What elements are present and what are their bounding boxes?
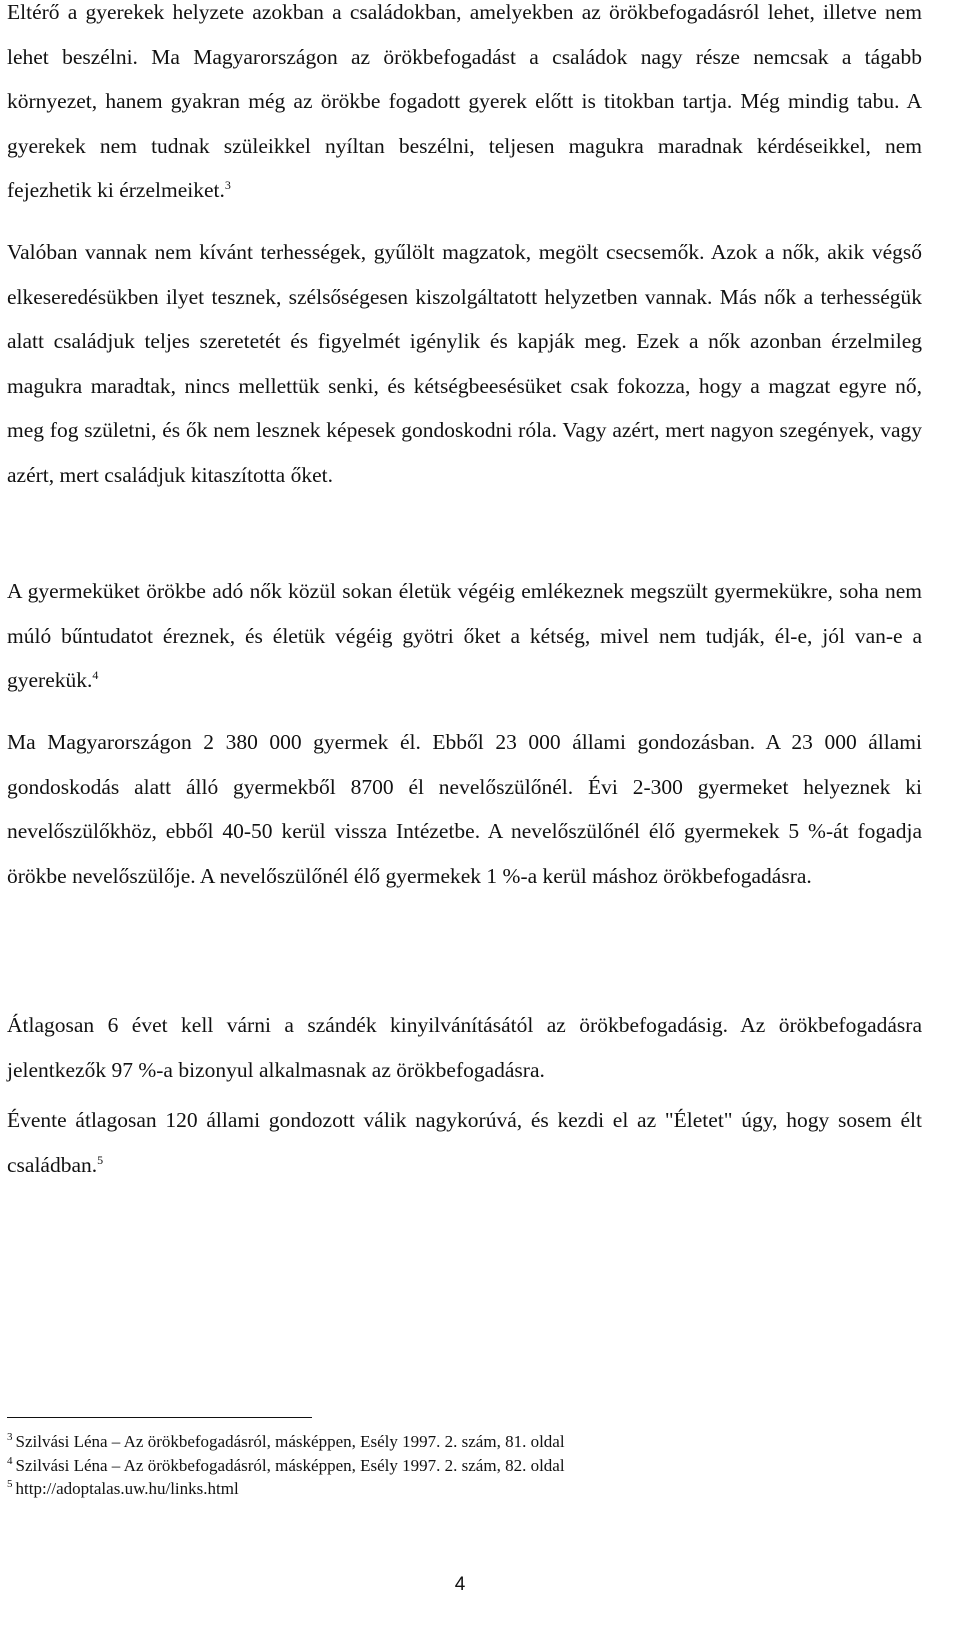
footnote-text: Szilvási Léna – Az örökbefogadásról, másképpen, Esély 1997. 2. szám, 81. oldal (15, 1432, 565, 1451)
paragraph-3 (7, 569, 922, 703)
paragraph-4-text: Ma Magyarországon 2 380 000 gyermek él. Ebből 23 000 állami gondozásban. A 23 000 állami gondoskodás alatt álló gyermekből 8700 él nevelőszülőnél. Évi 2-300 gyermeket helyeznek ki nevelőszülőkhöz, ebből 40-50 kerül vissza Intézetbe. A nevelőszülőnél élő gyermekek 5 %-át fogadja örökbe nevelőszülője. A nevelőszülőnél élő gyermekek 1 %-a kerül máshoz örökbefogadásra. (7, 730, 922, 888)
footnote-4 (7, 1454, 922, 1478)
paragraph-5 (7, 1003, 922, 1092)
paragraph-4 (7, 720, 922, 898)
footnote-divider (7, 1417, 312, 1418)
footnote-link[interactable]: http://adoptalas.uw.hu/links.html (15, 1479, 239, 1498)
footnote-ref-3[interactable]: 3 (224, 177, 231, 192)
footnote-number: 4 (7, 1454, 13, 1467)
paragraph-1 (7, 0, 922, 213)
paragraph-2-text: Valóban vannak nem kívánt terhességek, gyűlölt magzatok, megölt csecsemők. Azok a nők, akik végső elkeseredésükben ilyet tesznek, szélsőségesen kiszolgáltatott helyzetben vannak. Más nők a terhességük alatt családjuk teljes szeretetét és figyelmét igénylik és kapják meg. Ezek a nők azonban érzelmileg magukra maradtak, nincs mellettük senki, és kétségbeesésüket csak fokozza, hogy a magzat egyre nő, meg fog születni, és ők nem lesznek képesek gondoskodni róla. Vagy azért, mert nagyon szegények, vagy azért, mert családjuk kitaszította őket. (7, 240, 922, 487)
footnotes (7, 1430, 922, 1501)
footnote-number: 3 (7, 1431, 13, 1444)
paragraph-5-text: Átlagosan 6 évet kell várni a szándék kinyilvánításától az örökbefogadásig. Az örökbefogadásra jelentkezők 97 %-a bizonyul alkalmasnak az örökbefogadásra. (7, 1013, 922, 1082)
footnote-number: 5 (7, 1478, 13, 1491)
footnote-ref-5[interactable]: 5 (97, 1152, 104, 1167)
footnote-ref-4[interactable]: 4 (92, 667, 99, 682)
footnote-3 (7, 1430, 922, 1454)
paragraph-1-text: Eltérő a gyerekek helyzete azokban a családokban, amelyekben az örökbefogadásról lehet, illetve nem lehet beszélni. Ma Magyarországon az örökbefogadást a családok nagy része nemcsak a tágabb környezet, hanem gyakran még az örökbe fogadott gyerek előtt is titokban tartja. Még mindig tabu. A gyerekek nem tudnak szüleikkel nyíltan beszélni, teljesen magukra maradnak kérdéseikkel, nem fejezhetik ki érzelmeiket. (7, 0, 922, 202)
paragraph-3-text: A gyermeküket örökbe adó nők közül sokan életük végéig emlékeznek megszült gyermekükre, soha nem múló bűntudatot éreznek, és életük végéig gyötri őket a kétség, mivel nem tudják, él-e, jól van-e a gyerekük. (7, 579, 922, 692)
paragraph-2 (7, 230, 922, 497)
page-number: 4 (454, 1574, 466, 1595)
footnote-5 (7, 1477, 922, 1501)
paragraph-6 (7, 1098, 922, 1187)
footnote-text: Szilvási Léna – Az örökbefogadásról, másképpen, Esély 1997. 2. szám, 82. oldal (15, 1455, 565, 1475)
paragraph-6-text: Évente átlagosan 120 állami gondozott válik nagykorúvá, és kezdi el az "Életet" úgy, hogy sosem élt családban. (7, 1108, 922, 1177)
